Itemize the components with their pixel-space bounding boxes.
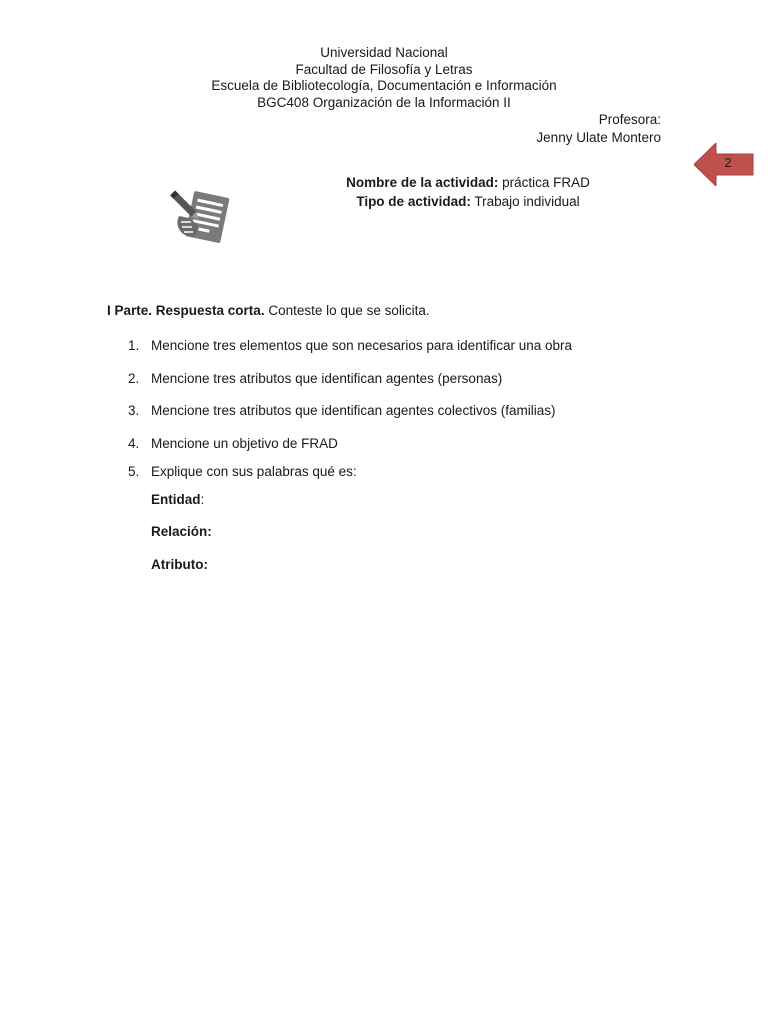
question-text: Mencione tres atributos que identifican agentes colectivos (familias)	[151, 403, 556, 418]
page-number-arrow	[694, 143, 754, 186]
professor-block	[536, 111, 661, 147]
term-entidad	[151, 492, 204, 507]
activity-name-line	[330, 173, 606, 192]
part-heading	[107, 303, 430, 318]
activity-type-label: Tipo de actividad:	[356, 194, 471, 209]
question-text: Mencione un objetivo de FRAD	[151, 436, 338, 451]
part-instruction: Conteste lo que se solicita.	[268, 303, 430, 318]
question-item	[128, 436, 338, 451]
school-name: Escuela de Bibliotecología, Documentación e Información	[211, 78, 557, 93]
institution-header	[0, 45, 768, 111]
term-label: Entidad	[151, 492, 201, 507]
question-number: 2.	[128, 371, 140, 386]
faculty-name: Facultad de Filosofía y Letras	[295, 61, 473, 77]
question-number: 3.	[128, 403, 140, 418]
question-item	[128, 464, 357, 479]
activity-type-line	[330, 192, 606, 211]
term-relacion	[151, 524, 212, 539]
question-text: Explique con sus palabras qué es:	[151, 464, 357, 479]
activity-type-value: Trabajo individual	[474, 194, 580, 209]
activity-info	[330, 173, 606, 211]
question-number: 4.	[128, 436, 140, 451]
part-title: I Parte. Respuesta corta.	[107, 303, 265, 318]
term-suffix: :	[200, 492, 205, 507]
term-label: Atributo:	[151, 557, 208, 572]
activity-name-value: práctica FRAD	[502, 175, 590, 190]
question-number: 5.	[128, 464, 140, 479]
question-item	[128, 338, 572, 353]
question-item	[128, 403, 555, 418]
professor-label: Profesora:	[598, 112, 661, 127]
page-number: 2	[724, 155, 732, 170]
question-number: 1.	[128, 338, 140, 353]
document-pencil-icon	[165, 186, 235, 248]
question-item	[128, 371, 502, 386]
term-atributo	[151, 557, 208, 572]
professor-name: Jenny Ulate Montero	[536, 130, 661, 145]
activity-name-label: Nombre de la actividad:	[346, 175, 499, 190]
question-text: Mencione tres elementos que son necesarios para identificar una obra	[151, 338, 572, 353]
course-name: BGC408 Organización de la Información II	[257, 94, 511, 110]
question-text: Mencione tres atributos que identifican agentes (personas)	[151, 371, 503, 386]
university-name: Universidad Nacional	[320, 45, 448, 60]
term-label: Relación:	[151, 524, 212, 539]
